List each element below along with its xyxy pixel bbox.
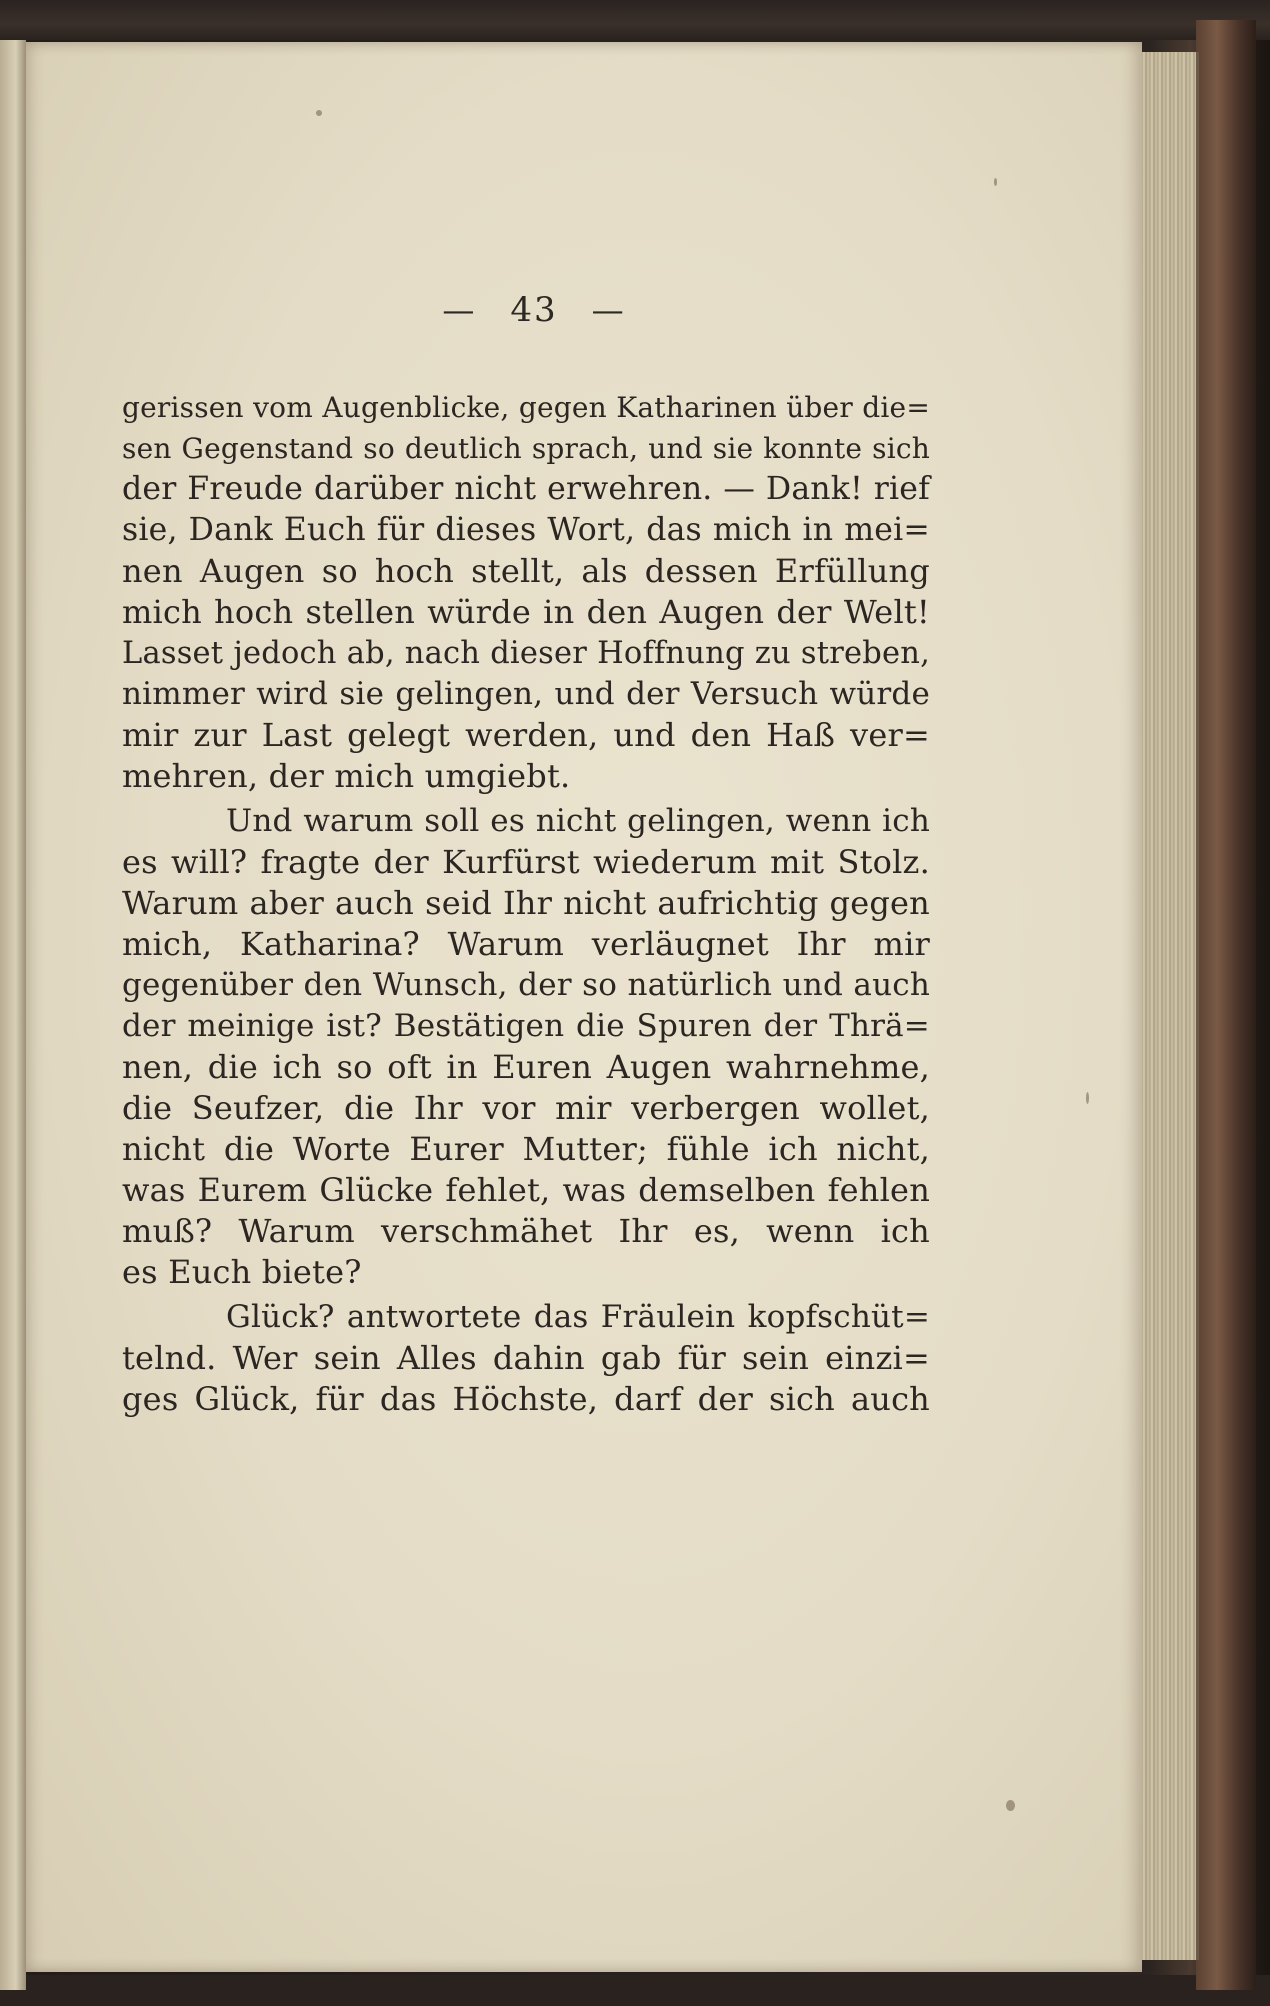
book-page	[26, 42, 1142, 1972]
previous-page-edge	[0, 40, 26, 1990]
text-line: sie, Dank Euch für dieses Wort, das mich in mei=	[122, 512, 930, 548]
book-spine-edge	[1196, 20, 1256, 1990]
text-line: die Seufzer, die Ihr vor mir verbergen wollet,	[122, 1089, 930, 1127]
text-line: mich, Katharina? Warum verläugnet Ihr mir	[122, 925, 930, 963]
text-line: telnd. Wer sein Alles dahin gab für sein einzi=	[122, 1339, 930, 1377]
text-line: nen, die ich so oft in Euren Augen wahrnehme,	[122, 1048, 930, 1086]
cover-top-edge	[0, 0, 1270, 40]
text-line: es Euch biete?	[122, 1253, 362, 1291]
text-line: nimmer wird sie gelingen, und der Versuch würde	[122, 676, 930, 712]
text-line: mir zur Last gelegt werden, und den Haß ver=	[122, 716, 930, 754]
text-line: sen Gegenstand so deutlich sprach, und sie konnte sich	[122, 432, 930, 465]
text-line: mehren, der mich umgiebt.	[122, 757, 571, 795]
cover-bottom-edge	[0, 1975, 1270, 2006]
text-line: der Freude darüber nicht erwehren. — Dank! rief	[122, 471, 930, 507]
text-line: muß? Warum verschmähet Ihr es, wenn ich	[122, 1212, 930, 1250]
text-line: ges Glück, für das Höchste, darf der sich auch	[122, 1380, 930, 1418]
paper-speck	[1086, 1092, 1089, 1104]
text-line: was Eurem Glücke fehlet, was demselben fehlen	[122, 1171, 930, 1209]
page-number-dash-left: —	[442, 291, 477, 329]
body-text	[122, 387, 930, 1420]
text-line: gegenüber den Wunsch, der so natürlich und auch	[122, 967, 930, 1003]
paper-speck	[316, 110, 322, 116]
text-line: Glück? antwortete das Fräulein kopfschüt=	[226, 1299, 930, 1335]
paper-speck	[994, 178, 997, 186]
text-line: mich hoch stellen würde in den Augen der Welt!	[122, 593, 930, 631]
stacked-page-edges	[1140, 52, 1199, 1960]
text-line: Warum aber auch seid Ihr nicht aufrichtig gegen	[122, 884, 930, 922]
text-line: es will? fragte der Kurfürst wiederum mit Stolz.	[122, 843, 930, 881]
page-number-dash-right: —	[591, 291, 626, 329]
text-line: gerissen vom Augenblicke, gegen Katharinen über die=	[122, 391, 930, 424]
paper-speck	[1006, 1800, 1015, 1811]
page-number-header	[26, 290, 1042, 330]
text-line: Und warum soll es nicht gelingen, wenn ich	[226, 803, 930, 839]
page-number: 43	[510, 290, 558, 330]
text-line: nicht die Worte Eurer Mutter; fühle ich nicht,	[122, 1130, 930, 1168]
text-line: Lasset jedoch ab, nach dieser Hoffnung zu streben,	[122, 636, 930, 671]
text-line: nen Augen so hoch stellt, als dessen Erfüllung	[122, 552, 930, 590]
text-line: der meinige ist? Bestätigen die Spuren der Thrä=	[122, 1008, 930, 1044]
